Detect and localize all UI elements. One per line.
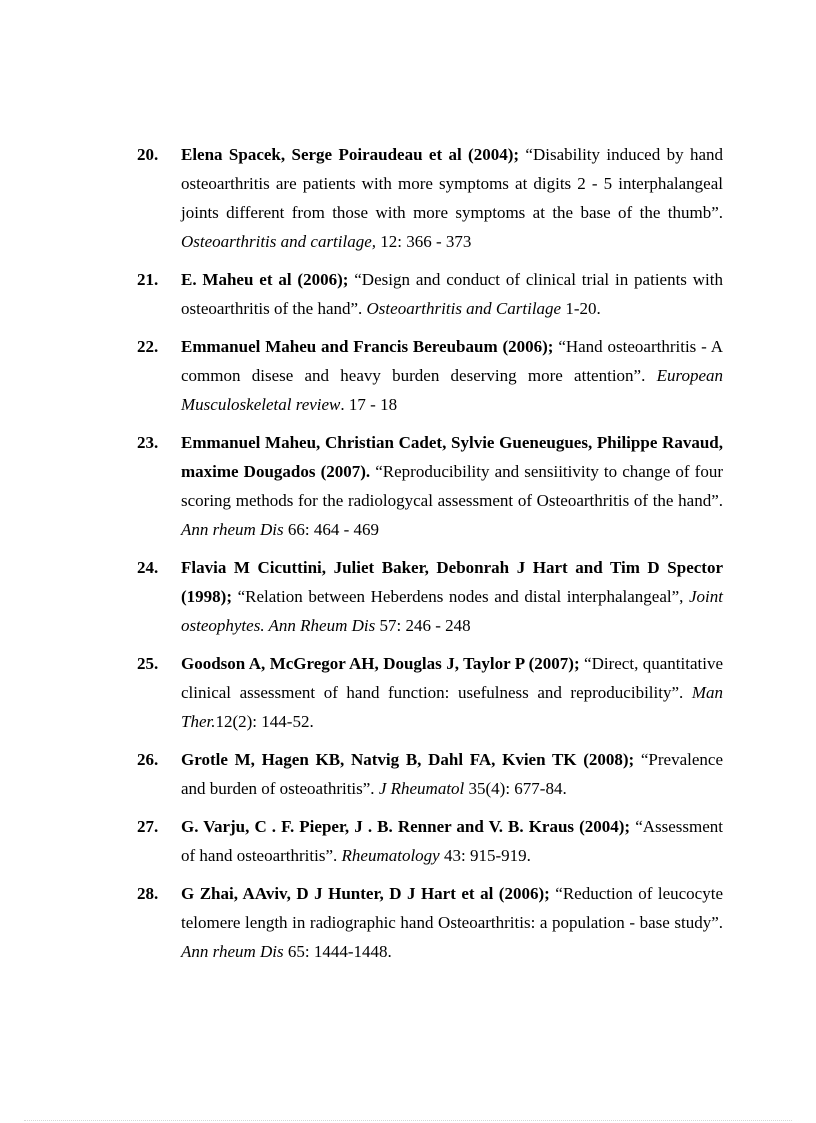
reference-item xyxy=(137,553,723,640)
reference-journal: Ann rheum Dis xyxy=(181,942,284,961)
reference-number: 27. xyxy=(137,817,159,836)
reference-title: “Direct, quantitative clinical assessment of hand function: usefulness and reproducibility”. xyxy=(181,654,723,702)
reference-title: “Hand osteoarthritis - A common disese and heavy burden deserving more attention”. xyxy=(181,337,723,385)
reference-item xyxy=(137,649,723,736)
reference-journal: Ann rheum Dis xyxy=(181,520,284,539)
reference-item xyxy=(137,140,723,256)
reference-list xyxy=(137,140,723,975)
reference-journal: Rheumatology xyxy=(341,846,440,865)
reference-item xyxy=(137,745,723,803)
reference-item xyxy=(137,879,723,966)
page-bottom-divider xyxy=(24,1120,792,1121)
reference-details: 12(2): 144-52. xyxy=(215,712,314,731)
reference-item xyxy=(137,812,723,870)
reference-title: “Design and conduct of clinical trial in patients with osteoarthritis of the hand”. xyxy=(181,270,723,318)
reference-details: . 17 - 18 xyxy=(340,395,398,414)
reference-authors: Emmanuel Maheu, Christian Cadet, Sylvie Gueneugues, Philippe Ravaud, maxime Dougados (2007). xyxy=(181,433,723,481)
reference-authors: Goodson A, McGregor AH, Douglas J, Taylor P (2007); xyxy=(181,654,580,673)
reference-details: 65: 1444-1448. xyxy=(287,942,392,961)
reference-details: 57: 246 - 248 xyxy=(379,616,471,635)
reference-item xyxy=(137,265,723,323)
reference-number: 23. xyxy=(137,433,159,452)
reference-number: 22. xyxy=(137,337,159,356)
reference-authors: G. Varju, C . F. Pieper, J . B. Renner and V. B. Kraus (2004); xyxy=(181,817,631,836)
reference-details: 12: 366 - 373 xyxy=(380,232,472,251)
reference-number: 20. xyxy=(137,145,159,164)
reference-details: 1-20. xyxy=(565,299,601,318)
reference-details: 35(4): 677-84. xyxy=(468,779,567,798)
reference-title: “Prevalence and burden of osteoathritis”. xyxy=(181,750,724,798)
reference-title: “Reproducibility and sensiitivity to change of four scoring methods for the radiologycal assessment of Osteoarthritis of the hand”. xyxy=(181,462,724,510)
reference-details: 66: 464 - 469 xyxy=(287,520,380,539)
reference-item xyxy=(137,332,723,419)
reference-title: “Relation between Heberdens nodes and distal interphalangeal”, xyxy=(237,587,684,606)
reference-title: “Disability induced by hand osteoarthritis are patients with more symptoms at digits 2 - 5 interphalangeal joints different from those with more symptoms at the base of the thumb”. xyxy=(181,145,723,222)
reference-number: 25. xyxy=(137,654,159,673)
reference-authors: Elena Spacek, Serge Poiraudeau et al (2004); xyxy=(181,145,520,164)
reference-title: “Assessment of hand osteoarthritis”. xyxy=(181,817,724,865)
reference-authors: Grotle M, Hagen KB, Natvig B, Dahl FA, Kvien TK (2008); xyxy=(181,750,635,769)
reference-journal: Joint osteophytes. Ann Rheum Dis xyxy=(181,587,724,635)
reference-authors: Flavia M Cicuttini, Juliet Baker, Debonrah J Hart and Tim D Spector (1998); xyxy=(181,558,723,606)
reference-journal: Osteoarthritis and Cartilage xyxy=(366,299,562,318)
reference-journal: European Musculoskeletal review xyxy=(181,366,724,414)
reference-journal: J Rheumatol xyxy=(378,779,465,798)
reference-journal: Man Ther. xyxy=(181,683,723,731)
reference-number: 24. xyxy=(137,558,159,577)
reference-details: 43: 915-919. xyxy=(443,846,531,865)
reference-title: “Reduction of leucocyte telomere length in radiographic hand Osteoarthritis: a population - base study”. xyxy=(181,884,723,932)
reference-authors: G Zhai, AAviv, D J Hunter, D J Hart et al (2006); xyxy=(181,884,550,903)
reference-journal: Osteoarthritis and cartilage, xyxy=(181,232,377,251)
reference-number: 28. xyxy=(137,884,159,903)
reference-number: 26. xyxy=(137,750,159,769)
reference-authors: Emmanuel Maheu and Francis Bereubaum (2006); xyxy=(181,337,554,356)
reference-item xyxy=(137,428,723,544)
reference-number: 21. xyxy=(137,270,159,289)
reference-authors: E. Maheu et al (2006); xyxy=(181,270,349,289)
